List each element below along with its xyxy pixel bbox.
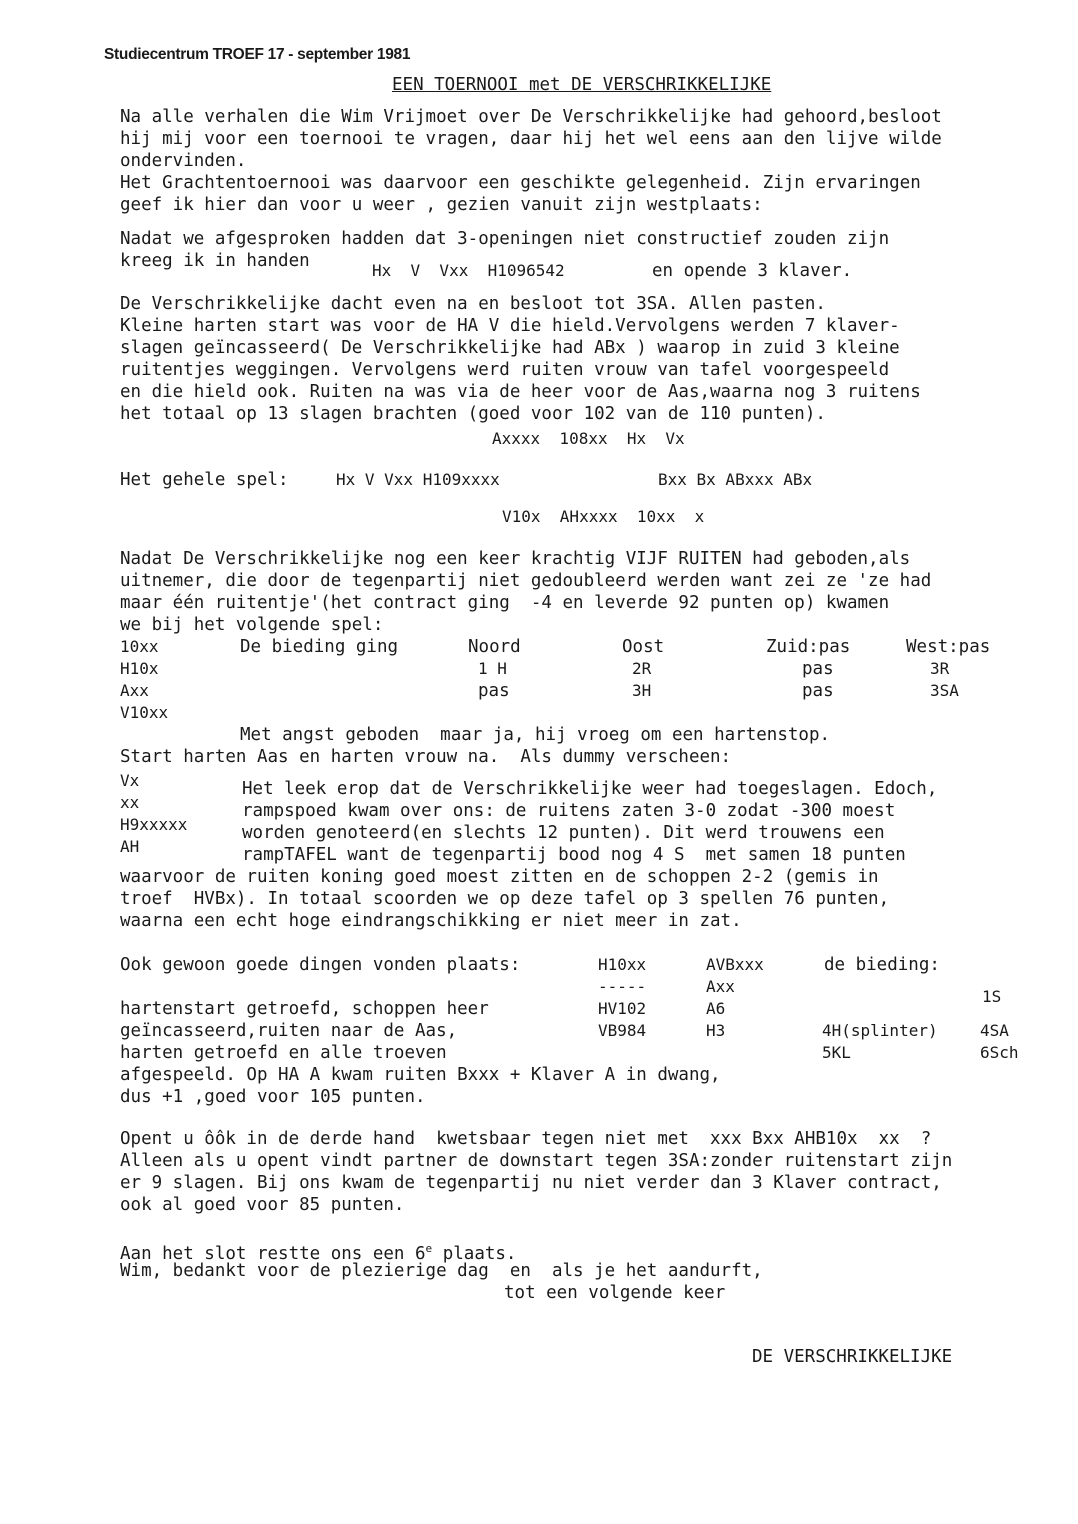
closing-text: plaats. xyxy=(432,1244,517,1264)
deal-east-hand: Bxx Bx ABxxx ABx xyxy=(658,470,813,489)
bid-east: 6Sch xyxy=(980,1043,1019,1062)
paragraph-line: waarna een echt hoge eindrangschikking er niet meer in zat. xyxy=(120,911,742,931)
paragraph-line: ruitentjes weggingen. Vervolgens werd ruiten vrouw van tafel voorgespeeld xyxy=(120,360,890,380)
closing-text: Aan het slot restte ons een 6 xyxy=(120,1244,426,1264)
paragraph-line: ook al goed voor 85 punten. xyxy=(120,1195,405,1215)
bid-west: 5KL xyxy=(822,1043,851,1062)
bid: 3H xyxy=(632,681,652,700)
bid: 2R xyxy=(632,659,652,678)
hand-east-line: AVBxxx xyxy=(706,955,764,974)
bid-east: 4SA xyxy=(980,1021,1009,1040)
paragraph-line: er 9 slagen. Bij ons kwam de tegenpartij nu niet verder dan 3 Klaver contract, xyxy=(120,1173,942,1193)
hand-west-line: HV102 xyxy=(598,999,647,1018)
paragraph-line: Ook gewoon goede dingen vonden plaats: xyxy=(120,955,521,975)
bid: pas xyxy=(478,681,510,701)
bidding-header-south: Zuid:pas xyxy=(766,637,851,657)
paragraph-line: en opende 3 klaver. xyxy=(652,261,853,281)
bid: pas xyxy=(802,681,834,701)
paragraph-line: Start harten Aas en harten vrouw na. Als dummy verscheen: xyxy=(120,747,732,767)
paragraph-line: en die hield ook. Ruiten na was via de heer voor de Aas,waarna nog 3 ruitens xyxy=(120,382,921,402)
paragraph-line: afgespeeld. Op HA A kwam ruiten Bxxx + Klaver A in dwang, xyxy=(120,1065,721,1085)
bidding-header-east: Oost xyxy=(622,637,665,657)
paragraph-line: waarvoor de ruiten koning goed moest zitten en de schoppen 2-2 (gemis in xyxy=(120,867,879,887)
opening-hand: Hx V Vxx H1096542 xyxy=(372,261,565,280)
deal-south-hand: V10x AHxxxx 10xx x xyxy=(502,507,705,526)
paragraph-line: slagen geïncasseerd( De Verschrikkelijke had ABx ) waarop in zuid 3 kleine xyxy=(120,338,900,358)
hand-west-line: H10xx xyxy=(598,955,647,974)
paragraph-line: het totaal op 13 slagen brachten (goed voor 102 van de 110 punten). xyxy=(120,404,826,424)
bid: 3R xyxy=(930,659,950,678)
paragraph-line: Het Grachtentoernooi was daarvoor een geschikte gelegenheid. Zijn ervaringen xyxy=(120,173,921,193)
paragraph-line: worden genoteerd(en slechts 12 punten). Dit werd trouwens een xyxy=(242,823,885,843)
paragraph-line: Nadat De Verschrikkelijke nog een keer krachtig VIJF RUITEN had geboden,als xyxy=(120,549,911,569)
dummy-hand-line: xx xyxy=(120,793,140,812)
paragraph-line: hij mij voor een toernooi te vragen, daar hij het wel eens aan den lijve wilde xyxy=(120,129,942,149)
paragraph-line: Nadat we afgesproken hadden dat 3-openingen niet constructief zouden zijn xyxy=(120,229,890,249)
hand-west-line: VB984 xyxy=(598,1021,647,1040)
deal-label: Het gehele spel: xyxy=(120,470,289,490)
paragraph-line: harten getroefd en alle troeven xyxy=(120,1043,447,1063)
paragraph-line: kreeg ik in handen xyxy=(120,251,310,271)
paragraph-line: dus +1 ,goed voor 105 punten. xyxy=(120,1087,426,1107)
bidding-header-north: Noord xyxy=(468,637,521,657)
bid: 1 H xyxy=(478,659,507,678)
paragraph-line: Opent u ôôk in de derde hand kwetsbaar tegen niet met xxx Bxx AHB10x xx ? xyxy=(120,1129,932,1149)
paragraph-line: maar één ruitentje'(het contract ging -4 en leverde 92 punten op) kwamen xyxy=(120,593,890,613)
closing-line: Wim, bedankt voor de plezierige dag en als je het aandurft, xyxy=(120,1261,763,1281)
article-title: EEN TOERNOOI met DE VERSCHRIKKELIJKE xyxy=(392,75,772,95)
paragraph-line: rampTAFEL want de tegenpartij bood nog 4 S met samen 18 punten xyxy=(242,845,906,865)
bid: pas xyxy=(802,659,834,679)
bid: 3SA xyxy=(930,681,959,700)
bidding-label: de bieding: xyxy=(824,955,940,975)
paragraph-line: Met angst geboden maar ja, hij vroeg om een hartenstop. xyxy=(240,725,831,745)
journal-header: Studiecentrum TROEF 17 - september 1981 xyxy=(104,46,411,63)
bid-east: 1S xyxy=(982,987,1002,1006)
bid-west: 4H(splinter) xyxy=(822,1021,938,1040)
paragraph-line: geïncasseerd,ruiten naar de Aas, xyxy=(120,1021,458,1041)
hand-west-line: ----- xyxy=(598,977,647,996)
deal-north-hand: Axxxx 108xx Hx Vx xyxy=(492,429,685,448)
hand-east-line: A6 xyxy=(706,999,726,1018)
dummy-hand-line: H9xxxxx xyxy=(120,815,188,834)
paragraph-line: ondervinden. xyxy=(120,151,247,171)
closing-line: tot een volgende keer xyxy=(504,1283,726,1303)
bidding-header-west: West:pas xyxy=(906,637,991,657)
hand-east-line: H3 xyxy=(706,1021,726,1040)
west-hand-line: V10xx xyxy=(120,703,169,722)
ordinal-suffix: e xyxy=(425,1242,433,1255)
paragraph-line: Na alle verhalen die Wim Vrijmoet over De Verschrikkelijke had gehoord,besloot xyxy=(120,107,942,127)
paragraph-line: Alleen als u opent vindt partner de downstart tegen 3SA:zonder ruitenstart zijn xyxy=(120,1151,953,1171)
deal-west-hand: Hx V Vxx H109xxxx xyxy=(336,470,500,489)
paragraph-line: hartenstart getroefd, schoppen heer xyxy=(120,999,489,1019)
dummy-hand-line: AH xyxy=(120,837,140,856)
paragraph-line: we bij het volgende spel: xyxy=(120,615,384,635)
hand-east-line: Axx xyxy=(706,977,735,996)
west-hand-line: H10x xyxy=(120,659,159,678)
dummy-hand-line: Vx xyxy=(120,771,140,790)
bidding-label: De bieding ging xyxy=(240,637,399,657)
paragraph-line: troef HVBx). In totaal scoorden we op deze tafel op 3 spellen 76 punten, xyxy=(120,889,890,909)
paragraph-line: rampspoed kwam over ons: de ruitens zaten 3-0 zodat -300 moest xyxy=(242,801,896,821)
west-hand-line: 10xx xyxy=(120,637,159,656)
paragraph-line: Kleine harten start was voor de HA V die hield.Vervolgens werden 7 klaver- xyxy=(120,316,900,336)
paragraph-line: De Verschrikkelijke dacht even na en besloot tot 3SA. Allen pasten. xyxy=(120,294,826,314)
paragraph-line: Het leek erop dat de Verschrikkelijke weer had toegeslagen. Edoch, xyxy=(242,779,938,799)
paragraph-line: uitnemer, die door de tegenpartij niet gedoubleerd werden want zei ze 'ze had xyxy=(120,571,932,591)
signature: DE VERSCHRIKKELIJKE xyxy=(752,1347,953,1367)
west-hand-line: Axx xyxy=(120,681,149,700)
paragraph-line: geef ik hier dan voor u weer , gezien vanuit zijn westplaats: xyxy=(120,195,763,215)
